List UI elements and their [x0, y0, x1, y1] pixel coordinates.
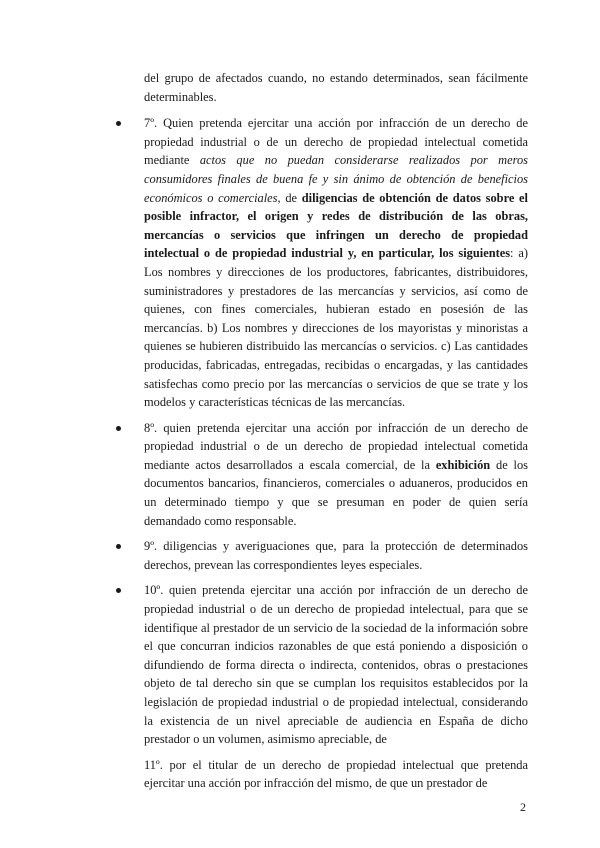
item-9-text: 9º. diligencias y averiguaciones que, para la protección de determinados derechos, prevean las correspondientes leyes especiales.	[144, 539, 528, 572]
list-item-8	[144, 419, 528, 531]
item-7-bold: diligencias de obtención de datos sobre el posible infractor, el origen y redes de distribución de las obras, mercancías o servicios que infringen un derecho de propiedad intelectual o de propiedad industrial y, en particular, los siguientes	[144, 190, 528, 261]
page-number: 2	[520, 800, 526, 814]
list-item-9	[144, 537, 528, 574]
bullet-icon	[116, 544, 121, 549]
item-8-text-c: de los documentos bancarios, financieros, comerciales o aduaneros, producidos en un determinado tiempo y que se presuman en poder de quien sería demandado como responsable.	[144, 457, 528, 528]
page-body	[144, 69, 528, 793]
item-8-text-a: 8º. quien pretenda ejercitar una acción por infracción de un derecho de propiedad industrial o de un derecho de propiedad intelectual cometida mediante actos desarrollados a escala comercial, de la	[144, 420, 528, 472]
intro-paragraph: del grupo de afectados cuando, no estando determinados, sean fácilmente determinables.	[144, 71, 528, 104]
bullet-icon	[116, 588, 121, 593]
item-7-text-c: , de	[277, 190, 302, 205]
item-8-bold: exhibición	[435, 457, 491, 472]
list-item-10	[144, 581, 528, 748]
list-item-7	[144, 114, 528, 412]
item-10-text: 10º. quien pretenda ejercitar una acción por infracción de un derecho de propiedad industrial o de un derecho de propiedad intelectual, para que se identifique al prestador de un servicio de la sociedad de la información sobre el que concurran indicios razonables de que está poniendo a disposición o difundiendo de forma directa o indirecta, contenidos, obras o prestaciones objeto de tal derecho sin que se cumplan los requisitos establecidos por la legislación de propiedad industrial o de propiedad intelectual, considerando la existencia de un nivel apreciable de audiencia en España de dicho prestador o un volumen, asimismo apreciable, de	[144, 583, 528, 747]
item-7-text-a: 7º. Quien pretenda ejercitar una acción por infracción de un derecho de propiedad industrial o de un derecho de propiedad intelectual cometida mediante	[144, 116, 528, 168]
item-7-italic: actos que no puedan considerarse realizados por meros consumidores finales de buena fe y sin ánimo de obtención de beneficios económicos o comerciales	[144, 153, 528, 205]
item-7-text-e: : a) Los nombres y direcciones de los productores, fabricantes, distribuidores, suministradores y prestadores de las mercancías y servicios, así como de quienes, con fines comerciales, hubieran estado en posesión de las mercancías. b) Los nombres y direcciones de los mayoristas y minoristas a quienes se hubieren distribuido las mercancías o servicios. c) Las cantidades producidas, fabricadas, entregadas, recibidas o encargadas, y las cantidades satisfechas como precio por las mercancías o servicios de que se trate y los modelos y características técnicas de las mercancías.	[144, 246, 528, 410]
item-11-text: 11º. por el titular de un derecho de propiedad intelectual que pretenda ejercitar una acción por infracción del mismo, de que un prestador de	[144, 757, 528, 791]
bullet-icon	[116, 121, 121, 126]
bullet-icon	[116, 426, 121, 431]
list-item-11	[144, 756, 528, 793]
